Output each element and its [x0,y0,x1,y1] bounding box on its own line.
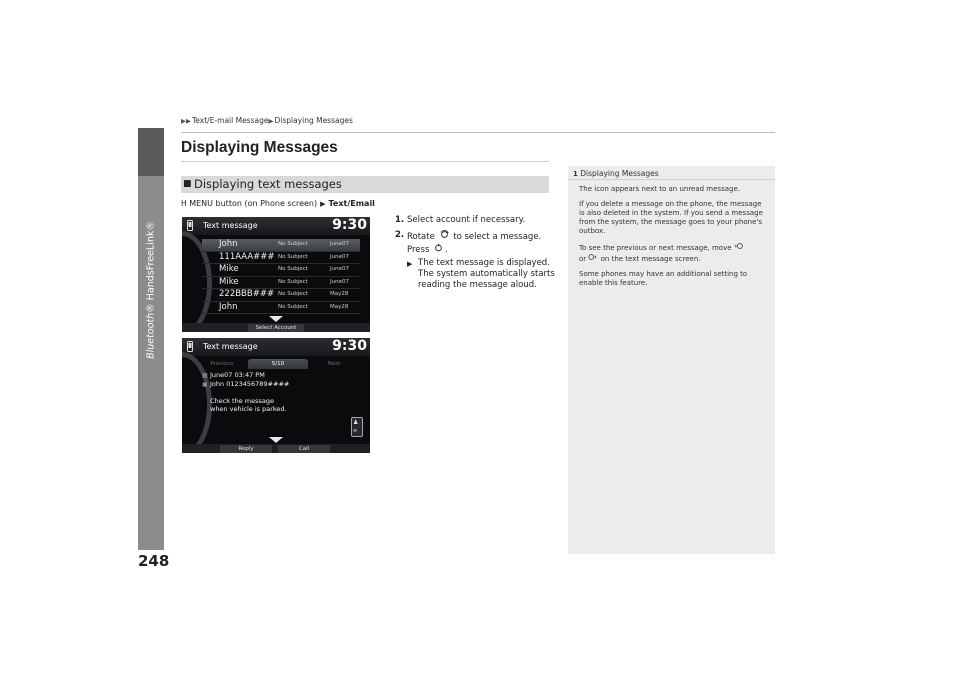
notes-sidebar [568,166,775,554]
step-text-part: to select a message. [453,232,542,242]
home-key-icon: H [181,199,187,208]
message-sender: 111AAA### [219,251,275,262]
menu-path-arrow-icon: ▶ [320,200,326,208]
screen-clock: 9:30 [332,217,367,233]
message-sender-line [202,380,360,389]
select-account-button[interactable]: Select Account [248,324,304,332]
message-detail [202,371,360,439]
message-counter: 5/10 [248,359,308,369]
notes-body [579,185,769,294]
notes-heading-text: Displaying Messages [580,169,659,178]
call-button[interactable]: Call [278,445,330,453]
breadcrumb-separator-icon: ▶ [268,117,274,125]
page-number: 248 [138,552,170,570]
message-date: June07 [330,253,349,260]
screen-title: Text message [203,221,258,230]
list-item[interactable] [202,277,360,290]
result-arrow-icon: ▶ [407,260,413,268]
read-aloud-button[interactable] [351,417,363,437]
menu-path-text: MENU button (on Phone screen) [189,199,318,208]
breadcrumb-arrow-icon: ▶▶ [181,117,191,125]
step-text-part: . [445,245,448,255]
scroll-down-icon[interactable] [269,316,283,322]
note-paragraph: The icon appears next to an unread message. [579,185,740,193]
menu-path [181,199,375,208]
step-number: 2. [395,230,405,240]
message-sender: John 0123456789#### [210,380,290,388]
screenshot-message-detail [182,338,370,453]
message-subject: No Subject [278,241,308,247]
message-list [202,239,360,314]
list-item[interactable] [202,302,360,315]
message-date: June07 [330,241,349,247]
list-item[interactable] [202,252,360,265]
message-body-line: when vehicle is parked. [210,405,287,413]
message-date: June07 [330,278,349,285]
note-text: To see the previous or next message, move [579,244,732,252]
message-sender: 222BBB### [219,289,275,299]
chapter-label-bluetooth: Bluetooth® [145,303,157,359]
note-paragraph: Some phones may have an additional setting to enable this feature. [579,270,748,287]
page-title: Displaying Messages [181,139,338,156]
breadcrumb-item-text-email[interactable]: Text/E-mail Message [192,116,269,125]
message-sender: Mike [219,264,239,274]
message-subject: No Subject [278,278,308,285]
note-text: or [579,255,587,263]
breadcrumb-item-displaying-messages[interactable]: Displaying Messages [274,116,353,125]
message-subject: No Subject [278,253,308,260]
message-subject: No Subject [278,291,308,297]
screen-footer [182,323,370,332]
tab-previous[interactable]: Previous [210,361,234,367]
message-subject: No Subject [278,266,308,272]
result-text: The text message is displayed. The system automatically starts reading the message aloud. [418,258,555,290]
message-date: May28 [330,303,349,310]
chapter-label-handsfreelink: HandsFreeLink® [145,221,157,304]
message-date: June07 [330,266,349,272]
chapter-label [146,221,157,359]
note-paragraph [579,242,769,264]
step-text-part: Press [407,245,430,255]
message-datetime: June07 03:47 PM [210,371,265,379]
sound-wave-icon: ≋ [353,428,358,434]
calendar-icon: ▦ [202,372,208,379]
step-text-part: Rotate [407,232,435,242]
list-item[interactable] [202,264,360,277]
step-1 [395,215,555,226]
reply-button[interactable]: Reply [220,445,272,453]
screenshot-message-list [182,217,370,332]
list-item[interactable] [202,239,360,252]
knob-rotate-icon [440,230,449,242]
note-text: on the text message screen. [600,255,701,263]
title-divider [181,161,549,162]
breadcrumb [181,116,353,125]
step-result [407,258,555,291]
tab-next[interactable]: Next [327,361,341,367]
contact-icon: ▣ [202,381,208,388]
screen-title: Text message [203,342,258,351]
screen-header [182,217,370,235]
procedure-steps [395,215,555,295]
step-number: 1. [395,215,405,225]
message-sender: Mike [219,276,239,287]
scroll-down-icon[interactable] [269,437,283,443]
message-body [202,397,360,413]
message-pager [182,358,370,369]
step-2 [395,230,555,291]
message-date: May28 [330,291,349,297]
section-header [181,176,549,193]
message-sender: John [219,301,238,312]
step-text: Select account if necessary. [407,215,526,225]
message-subject: No Subject [278,303,308,310]
list-item[interactable] [202,289,360,302]
section-marker-icon: ■ [183,179,192,189]
chapter-side-tab-header [138,128,164,176]
knob-press-icon [434,243,443,255]
note-paragraph: If you delete a message on the phone, the message is also deleted in the system. If you send a message from the system, the message goes to your phone's outbox. [579,200,763,235]
message-sender: John [219,239,238,249]
notes-marker-icon: 1 [573,170,578,178]
knob-move-right-icon [588,255,598,263]
menu-path-target: Text/Email [328,199,375,208]
screen-footer [182,444,370,453]
speaker-icon: ♟ [353,419,359,426]
header-divider [181,132,775,133]
step-text [407,230,555,291]
screen-clock: 9:30 [332,338,367,354]
message-datetime-line [202,371,360,380]
knob-move-left-icon [734,244,744,252]
message-body-line: Check the message [210,397,275,405]
section-title: Displaying text messages [194,177,342,191]
screen-header [182,338,370,356]
notes-heading [573,169,659,178]
notes-divider [568,179,775,180]
